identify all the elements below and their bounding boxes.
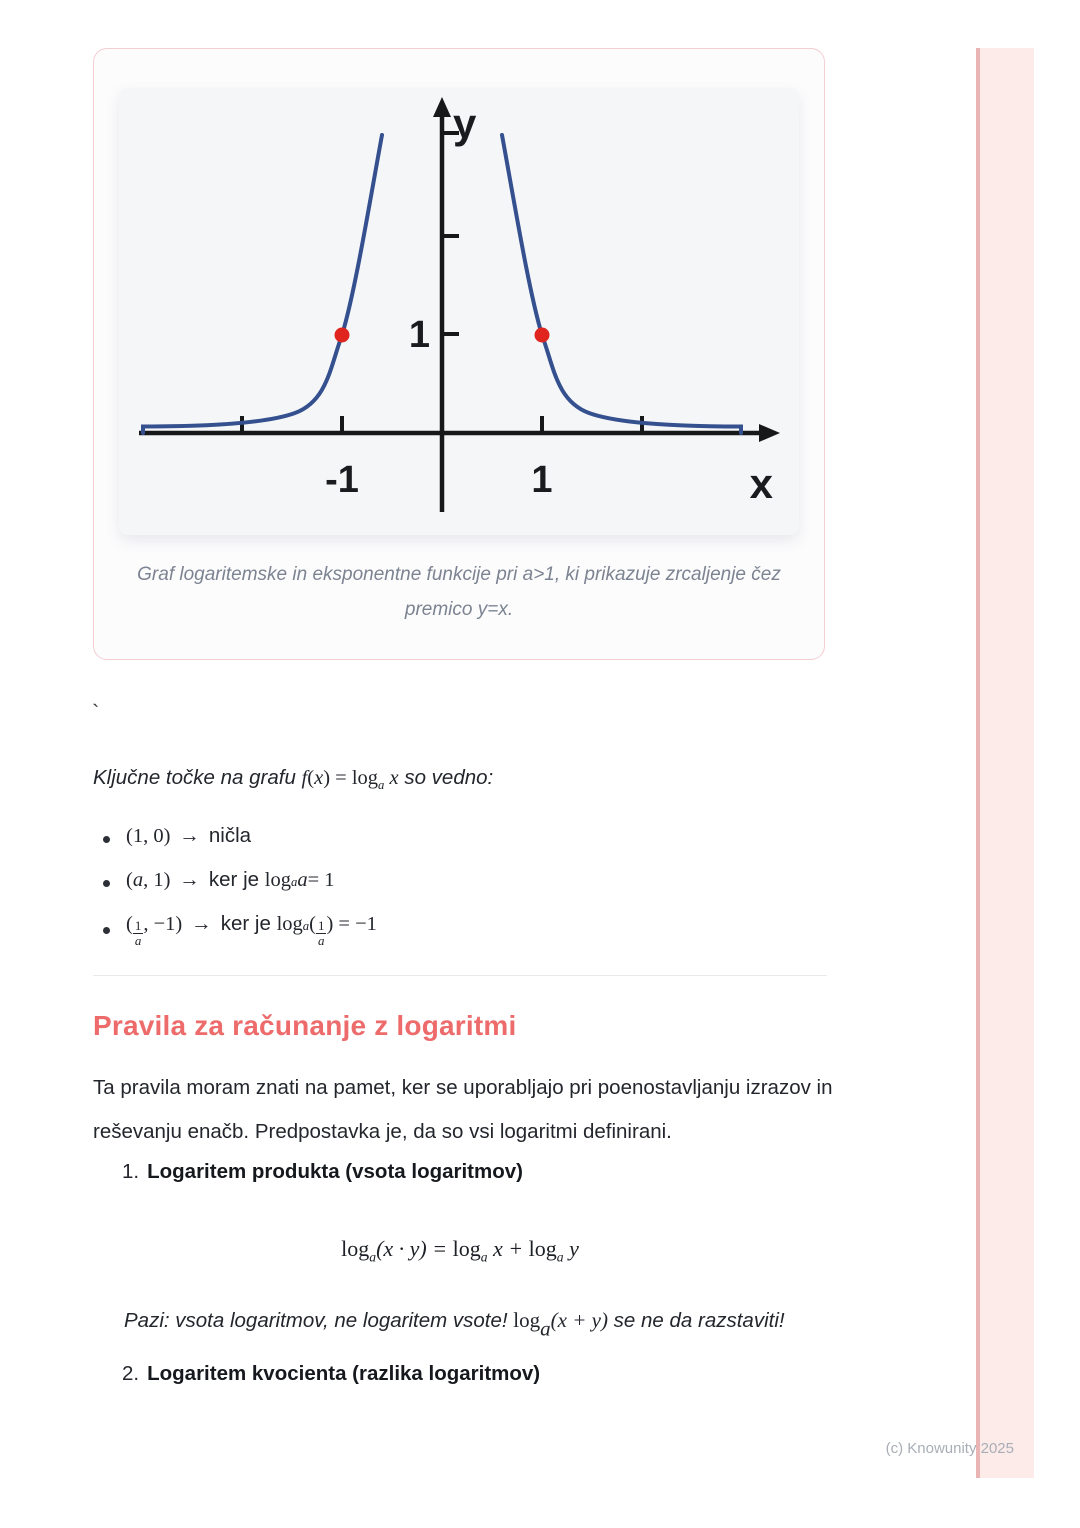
- section-heading: Pravila za računanje z logaritmi: [93, 1010, 517, 1041]
- bullet-icon: [103, 927, 110, 934]
- math-log-sub: a: [302, 919, 310, 933]
- var-a2: a: [297, 869, 308, 891]
- warning-text-before: Pazi: vsota logaritmov, ne logaritem vsote!: [124, 1309, 514, 1332]
- var-a: a: [132, 869, 144, 891]
- y-axis-arrow: [433, 97, 451, 117]
- axes: [139, 112, 765, 512]
- math-log: log: [264, 869, 291, 891]
- math-open: (: [309, 913, 316, 935]
- math-equals: ) =: [323, 767, 352, 789]
- math-chunk: y: [563, 1236, 579, 1261]
- math-log: log: [513, 1308, 541, 1332]
- x-axis-label: x: [749, 460, 773, 507]
- fraction-1-over-a: [133, 919, 144, 949]
- tuple-open: (: [126, 913, 133, 935]
- math-paren: (: [307, 767, 315, 789]
- x-tick-label-1: 1: [531, 459, 553, 501]
- side-stripe: [976, 48, 1034, 1478]
- copyright-notice: (c) Knowunity 2025: [885, 1440, 1014, 1457]
- item-text: ker je: [220, 912, 271, 935]
- frac-denominator: a: [317, 933, 325, 949]
- rule-number: 2.: [122, 1362, 140, 1385]
- frac-numerator: 1: [317, 918, 325, 933]
- arrow-icon: →: [191, 912, 212, 935]
- bullet-icon: [103, 836, 110, 843]
- math-log: log: [341, 1236, 370, 1261]
- tuple-close: , −1): [143, 913, 183, 935]
- section-paragraph: Ta pravila moram znati na pamet, ker se uporabljajo pri poenostavljanju izrazov in reševanju enačb. Predpostavka je, da so vsi logaritmi definirani.: [93, 1076, 833, 1143]
- math-eq-minus1: ) = −1: [326, 913, 377, 935]
- left-branch-curve: [143, 135, 382, 433]
- rule-item-1: [122, 1160, 523, 1184]
- math-log-sub: a: [369, 1249, 377, 1265]
- list-item: [93, 824, 377, 855]
- rule-title: Logaritem kvocienta (razlika logaritmov): [147, 1362, 541, 1385]
- figure-card: [93, 48, 825, 660]
- tuple-close: , 1): [143, 869, 171, 891]
- right-branch-curve: [502, 135, 741, 433]
- key-points-intro: [93, 766, 493, 793]
- frac-numerator: 1: [134, 918, 142, 933]
- math-chunk: (x + y): [550, 1308, 608, 1332]
- intro-text-after: so vedno:: [398, 766, 494, 789]
- tuple-1-0: (1, 0): [126, 825, 171, 847]
- math-eq-1: = 1: [307, 869, 335, 891]
- math-chunk: (x · y) =: [376, 1236, 453, 1261]
- fraction-1-over-a: [316, 919, 327, 949]
- tuple-a-1: (: [126, 869, 133, 891]
- y-axis-label: y: [453, 100, 477, 147]
- log-exp-graph: [119, 88, 799, 535]
- math-log-sub: a: [290, 875, 298, 889]
- axis-arrows: [433, 97, 780, 442]
- key-points-list: [93, 824, 377, 962]
- math-x2: x: [384, 767, 399, 789]
- x-tick-label-minus1: -1: [325, 459, 359, 501]
- stray-backtick: `: [92, 700, 100, 725]
- rule-item-2: [122, 1362, 540, 1386]
- frac-denominator: a: [134, 933, 142, 949]
- graph-panel: [119, 88, 799, 535]
- x-axis-arrow: [759, 424, 780, 442]
- y-tick-label-1: 1: [408, 314, 430, 356]
- list-item: [93, 912, 377, 949]
- product-rule-formula: [93, 1236, 827, 1265]
- warning-text-after: se ne da razstaviti!: [607, 1309, 785, 1332]
- warning-note: [124, 1308, 785, 1341]
- math-log-sub: a: [540, 1316, 551, 1341]
- item-text: ničla: [208, 824, 252, 847]
- math-f: f: [301, 767, 308, 789]
- math-log: log: [528, 1236, 557, 1261]
- figure-caption: Graf logaritemske in eksponentne funkcije pri a>1, ki prikazuje zrcaljenje čez premico y=x.: [137, 564, 781, 620]
- math-log: log: [452, 1236, 481, 1261]
- math-log: log: [276, 913, 303, 935]
- math-log-sub: a: [480, 1249, 488, 1265]
- point-1-1: [535, 328, 550, 343]
- math-chunk: x +: [487, 1236, 529, 1261]
- item-text: ker je: [208, 868, 260, 891]
- math-log-sub: a: [378, 778, 385, 793]
- intro-text-before: Ključne točke na grafu: [93, 766, 302, 789]
- math-log-sub: a: [556, 1249, 564, 1265]
- math-x: x: [314, 767, 324, 789]
- bullet-icon: [103, 880, 110, 887]
- point-minus1-1: [335, 328, 350, 343]
- arrow-icon: →: [179, 868, 200, 891]
- section-divider: [93, 975, 827, 976]
- math-log: log: [351, 767, 379, 789]
- list-item: [93, 868, 377, 899]
- rule-title: Logaritem produkta (vsota logaritmov): [147, 1160, 523, 1183]
- arrow-icon: →: [179, 824, 200, 847]
- rule-number: 1.: [122, 1160, 140, 1183]
